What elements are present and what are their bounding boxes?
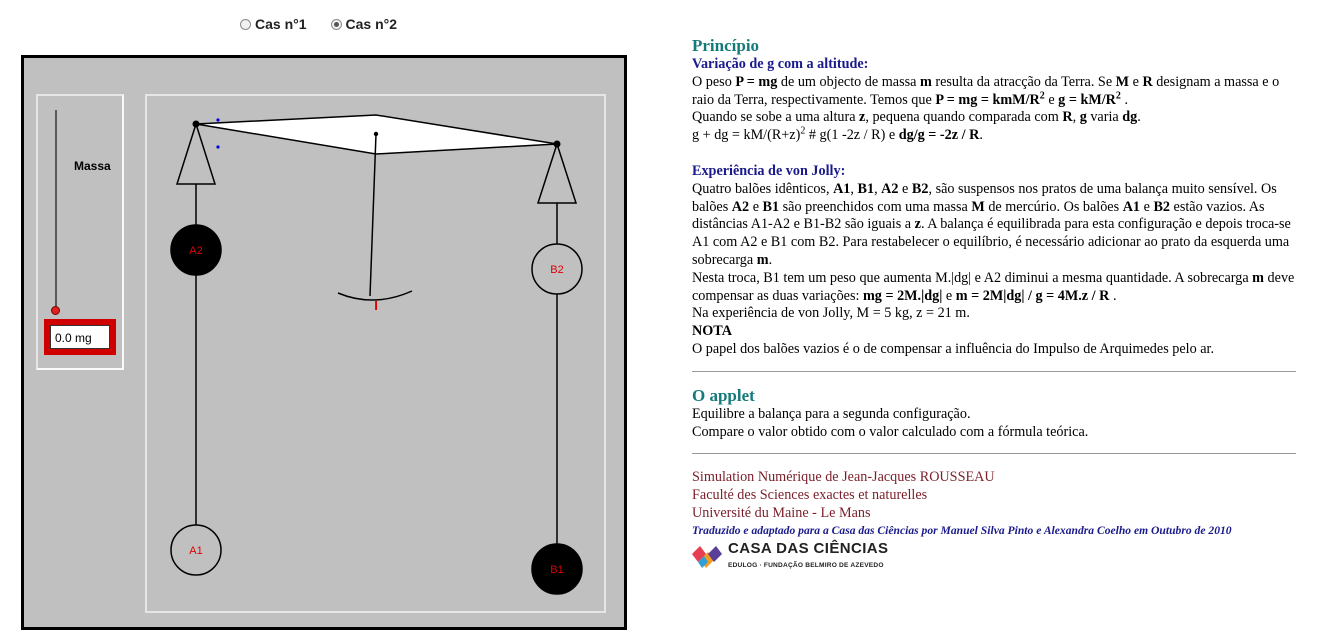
radio-cas-1-label: Cas n°1 [255, 16, 307, 32]
applet-instruction-2: Compare o valor obtido com o valor calculado com a fórmula teórica. [692, 423, 1089, 440]
credit-faculty: Faculté des Sciences exactes et naturelles [692, 487, 928, 504]
explanation-column [692, 36, 1298, 575]
variation-paragraph: O peso P = mg de um objecto de massa m resulta da atracção da Terra. Se M e R designam a massa e o raio da Terra, respectivamente. Temos que P = mg = kmM/$R^2$ e $g = kM/R^2$ . Quando se sobe a uma altura z, pequena quando comparada com R, g varia dg. g + dg = $kM/(R+z)^2$ # g(1 -2z / R) e dg/g = -2z / R. [692, 73, 1280, 144]
beam-pivot [374, 132, 378, 136]
nota-heading: NOTA [692, 323, 732, 340]
right-pan [538, 144, 576, 203]
mass-label: Massa [74, 159, 111, 173]
principle-heading: Princípio [692, 36, 760, 55]
logo-title: CASA DAS CIÊNCIAS [728, 540, 889, 558]
credit-author: Simulation Numérique de Jean-Jacques ROUSSEAU [692, 469, 995, 486]
divider [692, 371, 1296, 372]
marker-dot [216, 145, 219, 148]
left-pan [177, 124, 215, 184]
radio-cas-2-label: Cas n°2 [345, 16, 398, 32]
balloon-a2-label: A2 [189, 245, 203, 257]
casa-das-ciencias-logo[interactable] [692, 541, 1298, 575]
balloon-b2-label: B2 [550, 264, 564, 276]
nota-text: O papel dos balões vazios é o de compensar a influência do Impulso de Arquimedes pelo ar. [692, 340, 1215, 357]
radio-cas-1-dot[interactable] [240, 19, 251, 30]
case-selector [240, 16, 397, 32]
radio-cas-2[interactable] [331, 16, 398, 32]
divider [692, 453, 1296, 454]
indicator-mark: I [374, 298, 378, 313]
variation-heading: Variação de g com a altitude: [692, 56, 869, 72]
balloon-b1-label: B1 [550, 564, 564, 576]
balance-applet [21, 55, 627, 630]
experiment-heading: Experiência de von Jolly: [692, 162, 846, 179]
applet-instruction-1: Equilibre a balança para a segunda configuração. [692, 405, 971, 422]
logo-subtitle: EDULOG · FUNDAÇÃO BELMIRO DE AZEVEDO [728, 562, 884, 570]
balloon-a1-label: A1 [189, 545, 203, 557]
experiment-paragraph: Quatro balões idênticos, A1, B1, A2 e B2, são suspensos nos pratos de uma balança muito sensível. Os balões A2 e B1 são preenchidos com uma massa M de mercúrio. Os balões A1 e B2 estão vazios. As distâncias A1-A2 e B1-B2 são iguais a z. A balança é equilibrada para esta configuração e depois troca-se A1 com A2 e B1 com B2. Para restabelecer o equilíbrio, é necessário adicionar ao prato da esquerda uma sobrecarga m. Nesta troca, B1 tem um peso que aumenta M.|dg| e A2 diminui a mesma quantidade. A sobrecarga m deve compensar as duas variações: mg = 2M.|dg| e m = 2M|dg| / g = 4M.z / R . [692, 180, 1295, 304]
credit-university: Université du Maine - Le Mans [692, 505, 871, 522]
balance-needle [370, 134, 376, 296]
applet-heading: O applet [692, 385, 755, 405]
marker-dot [216, 118, 219, 121]
mass-value-text[interactable]: 0.0 mg [50, 325, 110, 349]
radio-cas-2-dot[interactable] [331, 19, 342, 30]
translation-credit: Traduzido e adaptado para a Casa das Ciências por Manuel Silva Pinto e Alexandra Coelho em Outubro de 2010 [692, 524, 1232, 538]
balance-drawing [24, 58, 624, 627]
logo-mark-icon [692, 546, 722, 570]
radio-cas-1[interactable] [240, 16, 307, 32]
experiment-values: Na experiência de von Jolly, M = 5 kg, z = 21 m. [692, 305, 970, 322]
